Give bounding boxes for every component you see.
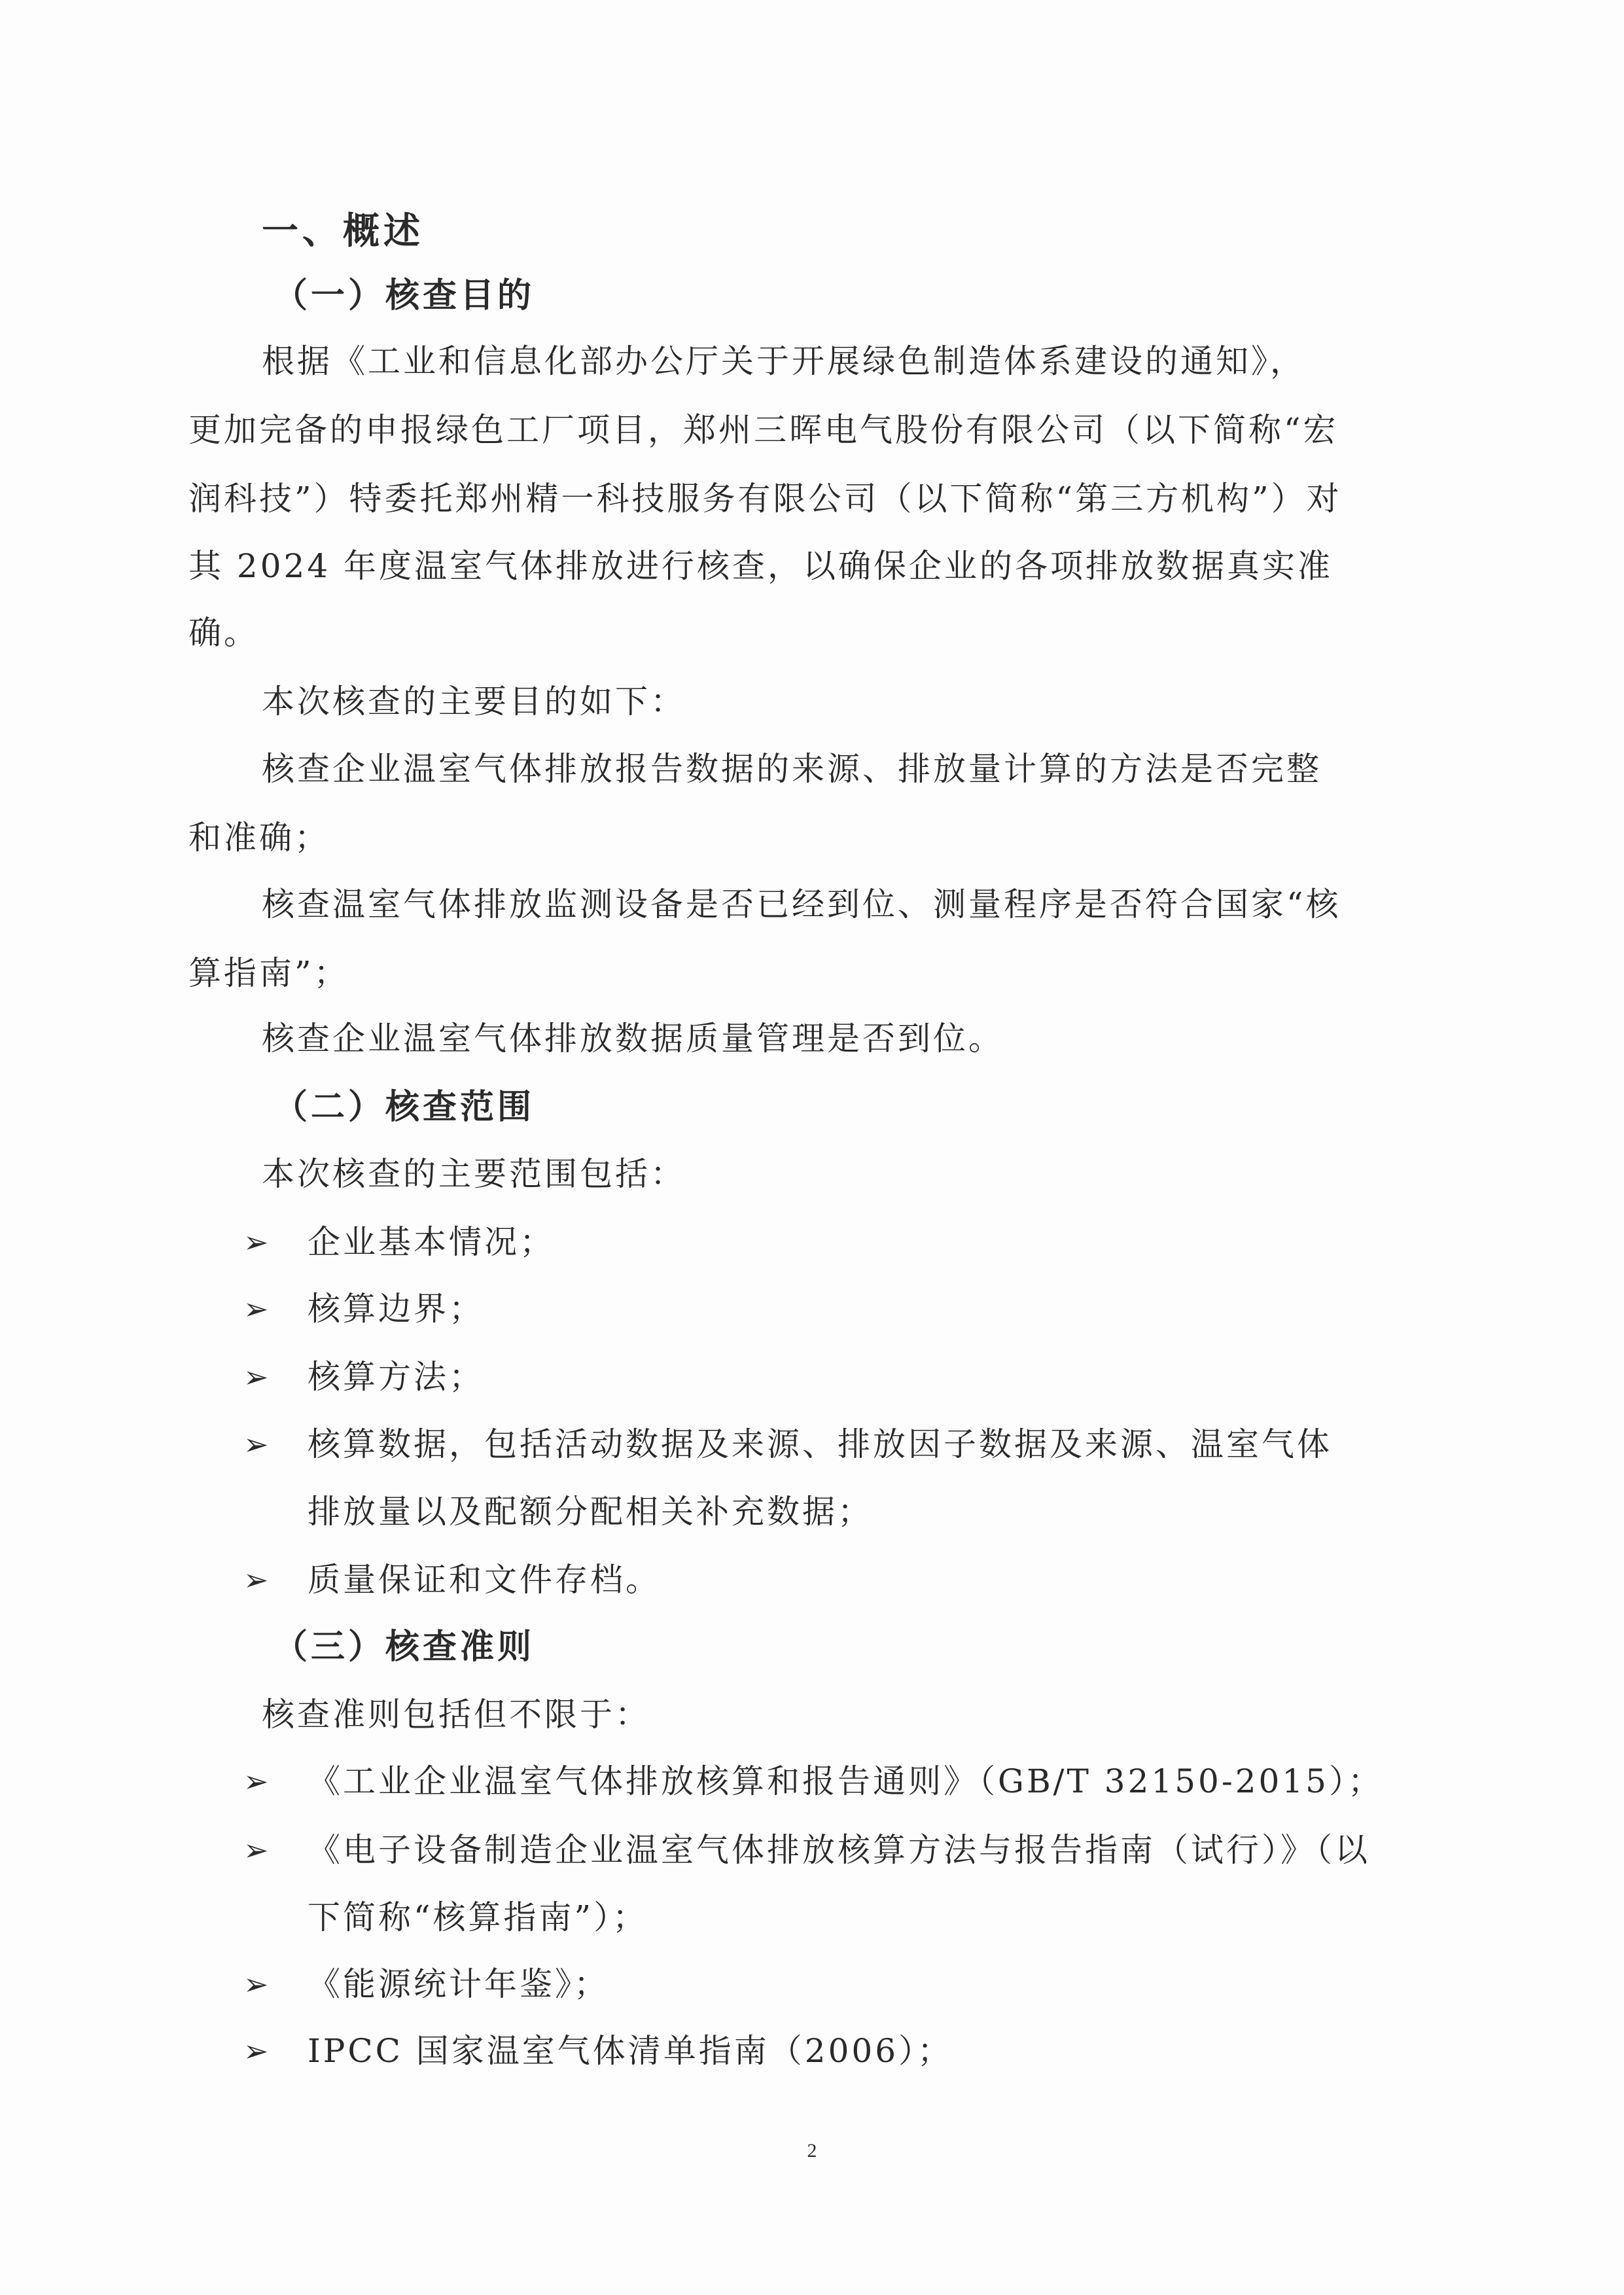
bullet-arrow-icon: ➢ [243, 1832, 269, 1868]
paragraph-line: 确。 [188, 614, 259, 652]
paragraph-line: 其 2024 年度温室气体排放进行核查，以确保企业的各项排放数据真实准 [188, 547, 1333, 585]
list-item: 核算数据，包括活动数据及来源、排放因子数据及来源、温室气体 [308, 1425, 1332, 1463]
paragraph-line: 润科技”）特委托郑州精一科技服务有限公司（以下简称“第三方机构”）对 [188, 480, 1342, 518]
list-item: 《能源统计年鉴》； [308, 1965, 609, 2003]
bullet-arrow-icon: ➢ [243, 1562, 269, 1597]
subheading-scope: （二）核查范围 [274, 1088, 535, 1127]
list-item: 企业基本情况； [308, 1223, 555, 1261]
paragraph-line: 本次核查的主要目的如下： [262, 683, 686, 721]
paragraph-line: 算指南”； [188, 954, 349, 992]
list-item-continuation: 下简称“核算指南”）； [308, 1898, 648, 1936]
subheading-purpose: （一）核查目的 [274, 276, 535, 315]
paragraph-line: 核查温室气体排放监测设备是否已经到位、测量程序是否符合国家“核 [262, 885, 1341, 923]
bullet-arrow-icon: ➢ [243, 2033, 269, 2069]
list-item: 《电子设备制造企业温室气体排放核算方法与报告指南（试行）》（以 [308, 1831, 1370, 1869]
bullet-arrow-icon: ➢ [243, 1359, 269, 1395]
list-item: 质量保证和文件存档。 [308, 1561, 661, 1599]
list-item: IPCC 国家温室气体清单指南（2006）； [308, 2032, 953, 2070]
paragraph-line: 核查企业温室气体排放数据质量管理是否到位。 [262, 1020, 1004, 1058]
bullet-arrow-icon: ➢ [243, 1224, 269, 1260]
paragraph-line: 更加完备的申报绿色工厂项目，郑州三晖电气股份有限公司（以下简称“宏 [188, 411, 1339, 449]
paragraph-line: 核查准则包括但不限于： [262, 1696, 650, 1734]
bullet-arrow-icon: ➢ [243, 1291, 269, 1326]
paragraph-line: 根据《工业和信息化部办公厅关于开展绿色制造体系建设的通知》， [262, 342, 1305, 380]
list-item: 核算方法； [308, 1358, 484, 1396]
bullet-arrow-icon: ➢ [243, 1966, 269, 2002]
list-item: 《工业企业温室气体排放核算和报告通则》（GB/T 32150-2015）； [308, 1762, 1383, 1800]
subheading-criteria: （三）核查准则 [274, 1628, 535, 1667]
paragraph-line: 核查企业温室气体排放报告数据的来源、排放量计算的方法是否完整 [262, 750, 1322, 788]
section-heading-overview: 一、概述 [262, 210, 424, 253]
bullet-arrow-icon: ➢ [243, 1427, 269, 1462]
bullet-arrow-icon: ➢ [243, 1764, 269, 1799]
list-item-continuation: 排放量以及配额分配相关补充数据； [308, 1493, 873, 1531]
paragraph-line: 本次核查的主要范围包括： [262, 1155, 686, 1193]
paragraph-line: 和准确； [188, 819, 330, 857]
page-number: 2 [807, 2140, 817, 2162]
list-item: 核算边界； [308, 1290, 484, 1328]
